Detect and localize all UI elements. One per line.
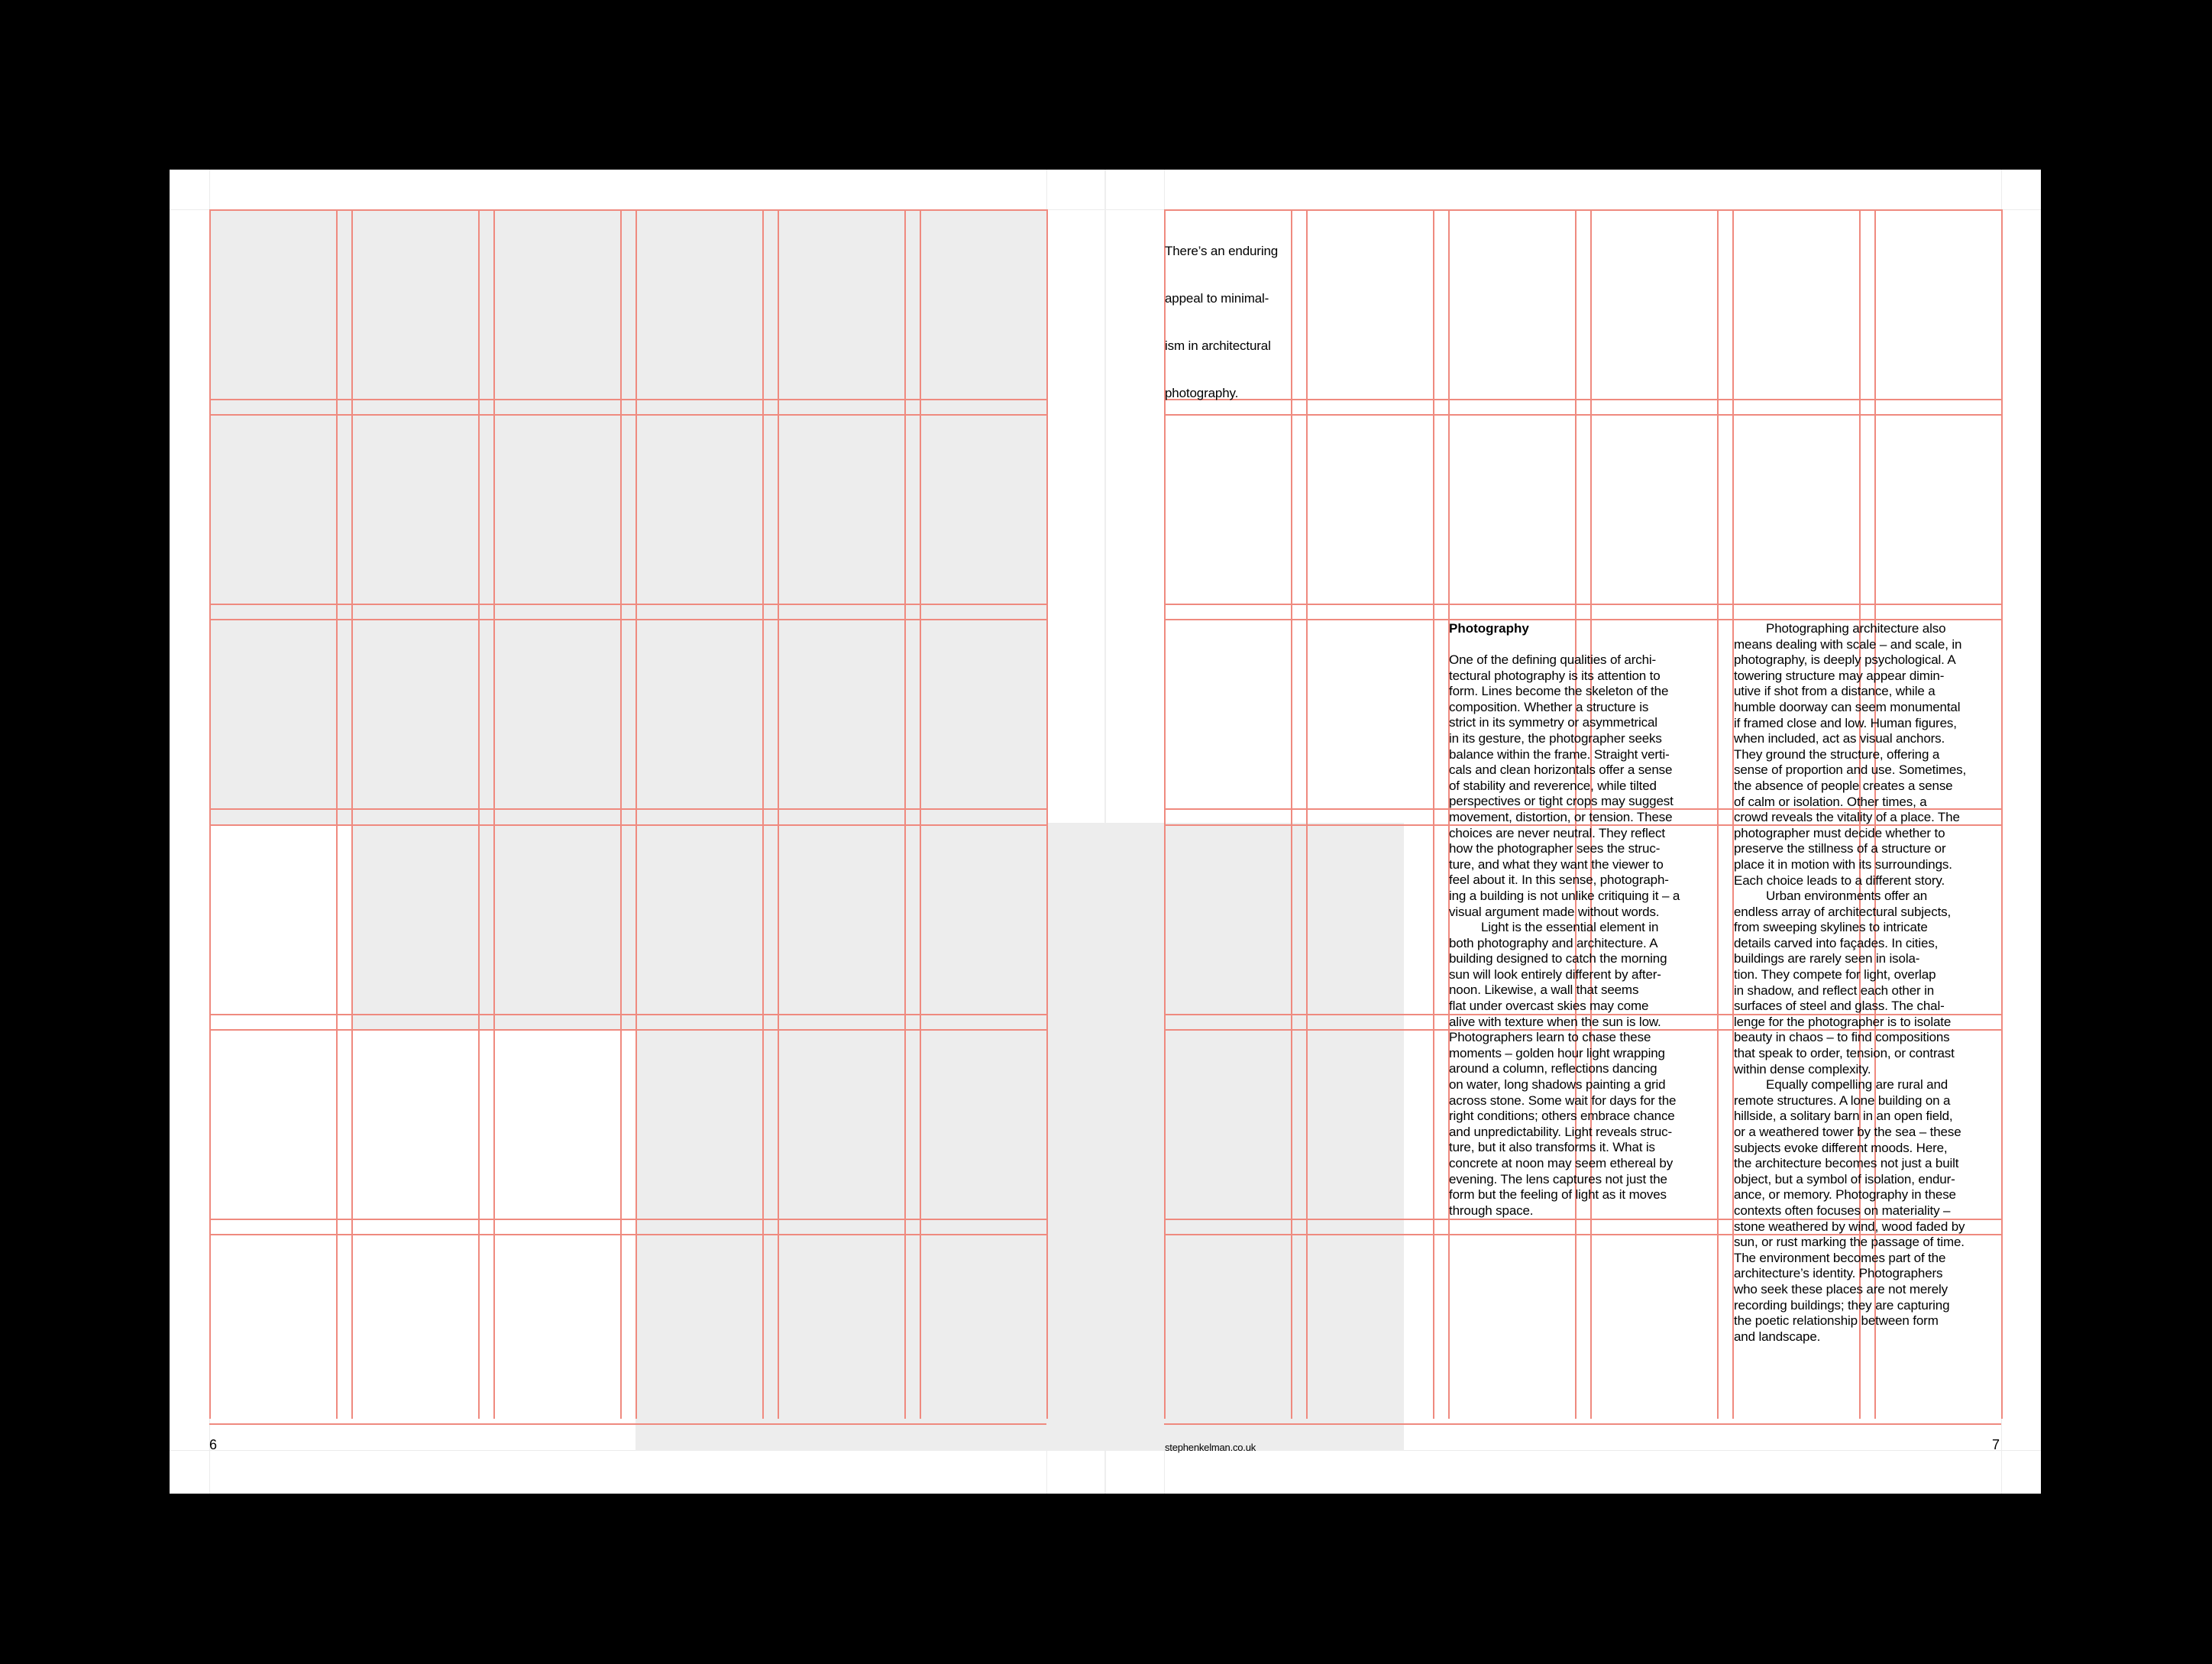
article-line: object, but a symbol of isolation, endur- [1734,1171,1955,1186]
article-line: ance, or memory. Photography in these [1734,1187,1956,1203]
article-line: beauty in chaos – to find compositions [1734,1030,1950,1045]
article-line: the absence of people creates a sense [1734,778,1953,793]
article-line: who seek these places are not merely [1734,1281,1948,1297]
article-line: form. Lines become the skeleton of the [1449,684,1669,699]
article-line: right conditions; others embrace chance [1449,1109,1675,1124]
grid-row-line [209,1029,1046,1031]
article-line: how the photographer sees the struc- [1449,841,1661,856]
grid-row-line [209,808,1046,810]
article-line: sense of proportion and use. Sometimes, [1734,762,1967,778]
grid-row-line [209,1014,1046,1015]
grid-row-line [209,1219,1046,1220]
article-line: sun, or rust marking the passage of time. [1734,1235,1965,1250]
article-line: within dense complexity. [1734,1061,1871,1076]
article-line: sun will look entirely different by after- [1449,966,1661,982]
article-line: crowd reveals the vitality of a place. The [1734,810,1960,825]
grid-row-line [209,399,1046,400]
article-line: contexts often focuses on materiality – [1734,1203,1951,1218]
article-line: the architecture becomes not just a built [1734,1156,1959,1171]
article-line: subjects evoke different moods. Here, [1734,1140,1948,1155]
grid-column-line [920,209,921,1419]
article-line: means dealing with scale – and scale, in [1734,636,1962,652]
article-line: ture, and what they want the viewer to [1449,856,1664,872]
article-line: on water, long shadows painting a grid [1449,1077,1666,1093]
article-line: stone weathered by wind, wood faded by [1734,1219,1965,1234]
pull-quote-line: photography. [1165,385,1239,400]
article-line: They ground the structure, offering a [1734,746,1940,762]
article-line: buildings are rarely seen in isola- [1734,951,1920,966]
article-line: moments – golden hour light wrapping [1449,1045,1665,1060]
article-line: flat under overcast skies may come [1449,999,1649,1014]
article-line: feel about it. In this sense, photograph- [1449,872,1669,888]
article-line: concrete at noon may seem ethereal by [1449,1156,1674,1170]
article-line: and unpredictability. Light reveals struc- [1449,1124,1672,1139]
article-line: details carved into façades. In cities, [1734,935,1939,950]
right-page-number: 7 [1992,1437,2000,1452]
article-line: from sweeping skylines to intricate [1734,920,1928,935]
grid-column-line [762,209,764,1419]
article-line: visual argument made without words. [1449,904,1660,919]
grid-row-line [209,824,1046,826]
article-line: recording buildings; they are capturing [1734,1297,1950,1313]
article-line: photography, is deeply psychological. A [1734,652,1956,668]
article-line: Equally compelling are rural and [1766,1077,1948,1093]
article-line: or a weathered tower by the sea – these [1734,1125,1961,1139]
article-column-1 [1449,652,1680,1219]
article-heading: Photography [1449,621,1529,636]
pull-quote [1165,212,1278,432]
article-line: perspectives or tight crops may suggest [1449,794,1674,809]
pull-quote-line: appeal to minimal- [1165,290,1269,306]
grid-row-line [209,209,1046,211]
article-line: ing a building is not unlike critiquing it – a [1449,888,1680,903]
grid-row-line [1164,604,2001,605]
article-line: of calm or isolation. Other times, a [1734,794,1927,809]
article-line: in shadow, and reflect each other in [1734,983,1935,998]
article-line: balance within the frame. Straight verti- [1449,746,1670,762]
article-line: when included, act as visual anchors. [1734,731,1945,746]
grid-column-line [1291,209,1292,1419]
grid-column-line [2001,209,2003,1419]
grid-row-line [209,414,1046,416]
article-line: utive if shot from a distance, while a [1734,684,1936,699]
grid-row-line [209,1423,1046,1425]
article-line: alive with texture when the sun is low. [1449,1014,1661,1029]
grid-column-line [493,209,495,1419]
grid-column-line [1306,209,1308,1419]
article-line: endless array of architectural subjects, [1734,904,1952,919]
article-line: around a column, reflections dancing [1449,1061,1657,1076]
grid-row-line [209,604,1046,605]
article-column-2 [1734,621,1966,1345]
grid-column-line [336,209,338,1419]
grid-column-line [1046,209,1048,1419]
article-line: noon. Likewise, a wall that seems [1449,983,1639,998]
article-line: ture, but it also transforms it. What is [1449,1140,1655,1155]
footer-url: stephenkelman.co.uk [1165,1442,1256,1453]
article-line: photographer must decide whether to [1734,825,1945,840]
article-line: One of the defining qualities of archi- [1449,652,1657,667]
article-line: through space. [1449,1203,1534,1218]
article-line: across stone. Some wait for days for the [1449,1093,1677,1108]
article-line: of stability and reverence, while tilted [1449,778,1657,793]
article-line: choices are never neutral. They reflect [1449,825,1665,840]
article-line: remote structures. A lone building on a [1734,1093,1951,1108]
magazine-spread [170,170,2041,1494]
article-line: form but the feeling of light as it moves [1449,1187,1667,1203]
grid-row-line [1164,209,2001,211]
grid-column-line [778,209,779,1419]
article-line: humble doorway can seem monumental [1734,699,1961,714]
image-placeholder-middle [351,824,1046,1029]
article-line: and landscape. [1734,1329,1821,1344]
article-line: Each choice leads to a different story. [1734,872,1945,888]
grid-row-line [1164,414,2001,416]
grid-row-line [1164,619,2001,620]
article-line: towering structure may appear dimin- [1734,668,1945,683]
grid-row-line [1164,399,2001,400]
grid-column-line [620,209,622,1419]
article-line: place it in motion with its surroundings. [1734,856,1952,872]
grid-row-line [1164,1423,2001,1425]
grid-row-line [209,619,1046,620]
grid-column-line [1717,209,1719,1419]
article-line: Photographing architecture also [1766,621,1946,636]
grid-column-line [209,209,211,1419]
article-line: Urban environments offer an [1766,889,1928,904]
article-line: composition. Whether a structure is [1449,699,1649,714]
article-line: movement, distortion, or tension. These [1449,809,1673,824]
article-line: Light is the essential element in [1481,920,1659,935]
grid-row-line [209,1234,1046,1235]
pull-quote-line: ism in architectural [1165,338,1271,353]
article-line: cals and clean horizontals offer a sense [1449,762,1673,778]
article-line: architecture’s identity. Photographers [1734,1266,1943,1281]
image-placeholder-bottom-left [635,1029,1046,1451]
article-line: hillside, a solitary barn in an open field, [1734,1109,1953,1124]
article-line: evening. The lens captures not just the [1449,1171,1667,1186]
article-line: surfaces of steel and glass. The chal- [1734,999,1945,1014]
pull-quote-line: There’s an enduring [1165,244,1279,259]
grid-column-line [635,209,637,1419]
article-line: strict in its symmetry or asymmetrical [1449,715,1657,730]
article-line: preserve the stillness of a structure or [1734,841,1946,856]
article-line: the poetic relationship between form [1734,1313,1939,1329]
article-line: The environment becomes part of the [1734,1250,1946,1265]
image-placeholder-spread-crossing [1046,823,1404,1451]
grid-column-line [904,209,906,1419]
grid-column-line [478,209,480,1419]
left-page-number: 6 [209,1437,218,1452]
article-line: lenge for the photographer is to isolate [1734,1014,1952,1029]
grid-column-line [351,209,353,1419]
article-line: both photography and architecture. A [1449,935,1658,950]
article-line: that speak to order, tension, or contrast [1734,1046,1955,1061]
article-line: if framed close and low. Human figures, [1734,715,1957,730]
article-line: Photographers learn to chase these [1449,1030,1651,1045]
grid-column-line [1433,209,1434,1419]
article-line: in its gesture, the photographer seeks [1449,730,1662,746]
article-line: building designed to catch the morning [1449,951,1667,966]
article-line: tectural photography is its attention to [1449,668,1661,683]
article-line: tion. They compete for light, overlap [1734,967,1936,983]
